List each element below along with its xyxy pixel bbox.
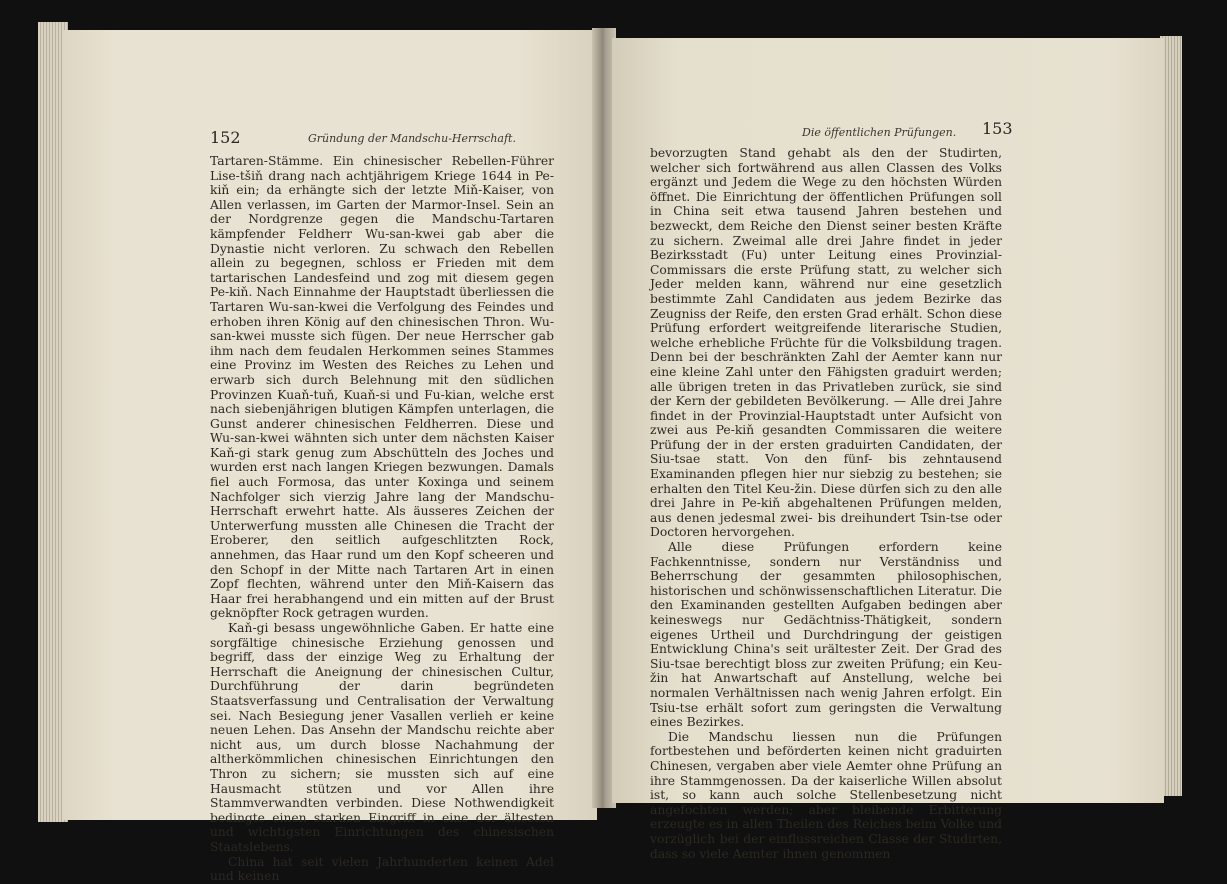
- left-paragraph-2: Kaň-gi besass ungewöhnliche Gaben. Er hatte eine sorgfältige chinesische Erziehung genossen und begriff, dass der einzige Weg zu Erhaltung der Herrschaft die Aneignung der chinesischen Cultur, Durchführung der darin begründeten Staatsverfassung und Centralisation der Verwaltung sei. Nach Besiegung jener Vasallen verlieh er keine neuen Lehen. Das Ansehn der Mandschu reichte aber nicht aus, um durch blosse Nachahmung der altherkömmlichen chinesischen Einrichtungen den Thron zu sichern; sie mussten sich auf eine Hausmacht stützen und vor Allen ihre Stammverwandten verbinden. Diese Nothwendigkeit bedingte einen starken Eingriff in eine der ältesten und wichtigsten Einrichtungen des chinesischen Staatslebens.: [210, 621, 554, 854]
- right-page-number: 153: [982, 119, 1013, 138]
- left-paragraph-3: China hat seit vielen Jahrhunderten keinen Adel und keinen: [210, 854, 554, 884]
- right-body-text: [650, 146, 1002, 861]
- right-page: [612, 38, 1164, 861]
- right-paragraph-3: Die Mandschu liessen nun die Prüfungen fortbestehen und beförderten keinen nicht graduirten Chinesen, vergaben aber viele Aemter ohne Prüfung an ihre Stammgenossen. Da der kaiserliche Willen absolut ist, so kann auch solche Stellenbesetzung nicht angefochten werden; aber bleibende Erbitterung erzeugte es in allen Theilen des Reiches beim Volke und vorzüglich bei der einflussreichen Classe der Studirten, dass so viele Aemter ihnen genommen: [650, 729, 1002, 861]
- left-body-text: [210, 154, 554, 884]
- right-paragraph-1: bevorzugten Stand gehabt als den der Studirten, welcher sich fortwährend aus allen Classen des Volks ergänzt und Jedem die Wege zu den höchsten Würden öffnet. Die Einrichtung der öffentlichen Prüfungen soll in China seit etwa tausend Jahren bestehen und bezweckt, dem Reiche den Dienst seiner besten Kräfte zu sichern. Zweimal alle drei Jahre findet in jeder Bezirksstadt (Fu) unter Leitung eines Provinzial-Commissars die erste Prüfung statt, zu welcher sich Jeder melden kann, während nur eine gesetzlich bestimmte Zahl Candidaten aus jedem Bezirke das Zeugniss der Reife, den ersten Grad erhält. Schon diese Prüfung erfordert weitgreifende literarische Studien, welche erhebliche Früchte für die Volksbildung tragen. Denn bei der beschränkten Zahl der Aemter kann nur eine kleine Zahl unter den Fähigsten graduirt werden; alle übrigen treten in das Privatleben zurück, sie sind der Kern der gebildeten Bevölkerung. — Alle drei Jahre findet in der Provinzial-Hauptstadt unter Aufsicht von zwei aus Pe-kiň gesandten Commissaren die weitere Prüfung der in der ersten graduirten Candidaten, der Siu-tsae statt. Von den fünf- bis zehntausend Examinanden pflegen hier nur siebzig zu bestehen; sie erhalten den Titel Keu-žin. Diese dürfen sich zu den alle drei Jahre in Pe-kiň abgehaltenen Prüfungen melden, aus denen jedesmal zwei- bis dreihundert Tsin-tse oder Doctoren hervorgehen.: [650, 146, 1002, 540]
- right-paragraph-2: Alle diese Prüfungen erfordern keine Fachkenntnisse, sondern nur Verständniss und Beherrschung der gesammten philosophischen, historischen und schönwissenschaftlichen Literatur. Die den Examinanden gestellten Aufgaben bedingen aber keineswegs nur Gedächtniss-Thätigkeit, sondern eigenes Urtheil und Durchdringung der geistigen Entwicklung China's seit urältester Zeit. Der Grad des Siu-tsae berechtigt bloss zur zweiten Prüfung; ein Keu-žin hat Anwartschaft auf Anstellung, welche bei normalen Verhältnissen nach wenig Jahren erfolgt. Ein Tsiu-tse erhält sofort zum geringsten die Verwaltung eines Bezirkes.: [650, 540, 1002, 730]
- right-running-title: Die öffentlichen Prüfungen.: [802, 126, 957, 139]
- left-running-title: Gründung der Mandschu-Herrschaft.: [308, 132, 516, 145]
- left-paragraph-1: Tartaren-Stämme. Ein chinesischer Rebellen-Führer Lise-tšiň drang nach achtjährigem Kriege 1644 in Pe-kiň ein; da erhängte sich der letzte Miň-Kaiser, von Allen verlassen, im Garten der Marmor-Insel. Sein an der Nordgrenze gegen die Mandschu-Tartaren kämpfender Feldherr Wu-san-kwei gab aber die Dynastie nicht verloren. Zu schwach den Rebellen allein zu begegnen, schloss er Frieden mit dem tartarischen Landesfeind und zog mit diesem gegen Pe-kiň. Nach Einnahme der Hauptstadt überliessen die Tartaren Wu-san-kwei die Verfolgung des Feindes und erhoben ihren König auf den chinesischen Thron. Wu-san-kwei musste sich fügen. Der neue Herrscher gab ihm nach dem feudalen Herkommen seines Stammes eine Provinz im Westen des Reiches zu Lehen und erwarb sich durch Belehnung mit den südlichen Provinzen Kuaň-tuň, Kuaň-si und Fu-kian, welche erst nach siebenjährigen blutigen Kämpfen unterlagen, die Gunst anderer chinesischen Feldherren. Diese und Wu-san-kwei wähnten sich unter dem nächsten Kaiser Kaň-gi stark genug zum Abschütteln des Joches und wurden erst nach langen Kriegen bezwungen. Damals fiel auch Formosa, das unter Koxinga und seinem Nachfolger sich vierzig Jahre lang der Mandschu-Herrschaft erwehrt hatte. Als äusseres Zeichen der Unterwerfung mussten alle Chinesen die Tracht der Eroberer, den seitlich aufgeschlitzten Rock, annehmen, das Haar rund um den Kopf scheeren und den Schopf in der Mitte nach Tartaren Art in einen Zopf flechten, während unter den Miň-Kaisern das Haar frei herabhangend und ein mitten auf der Brust geknöpfter Rock getragen wurden.: [210, 154, 554, 621]
- left-page: [62, 30, 597, 884]
- left-page-number: 152: [210, 128, 241, 147]
